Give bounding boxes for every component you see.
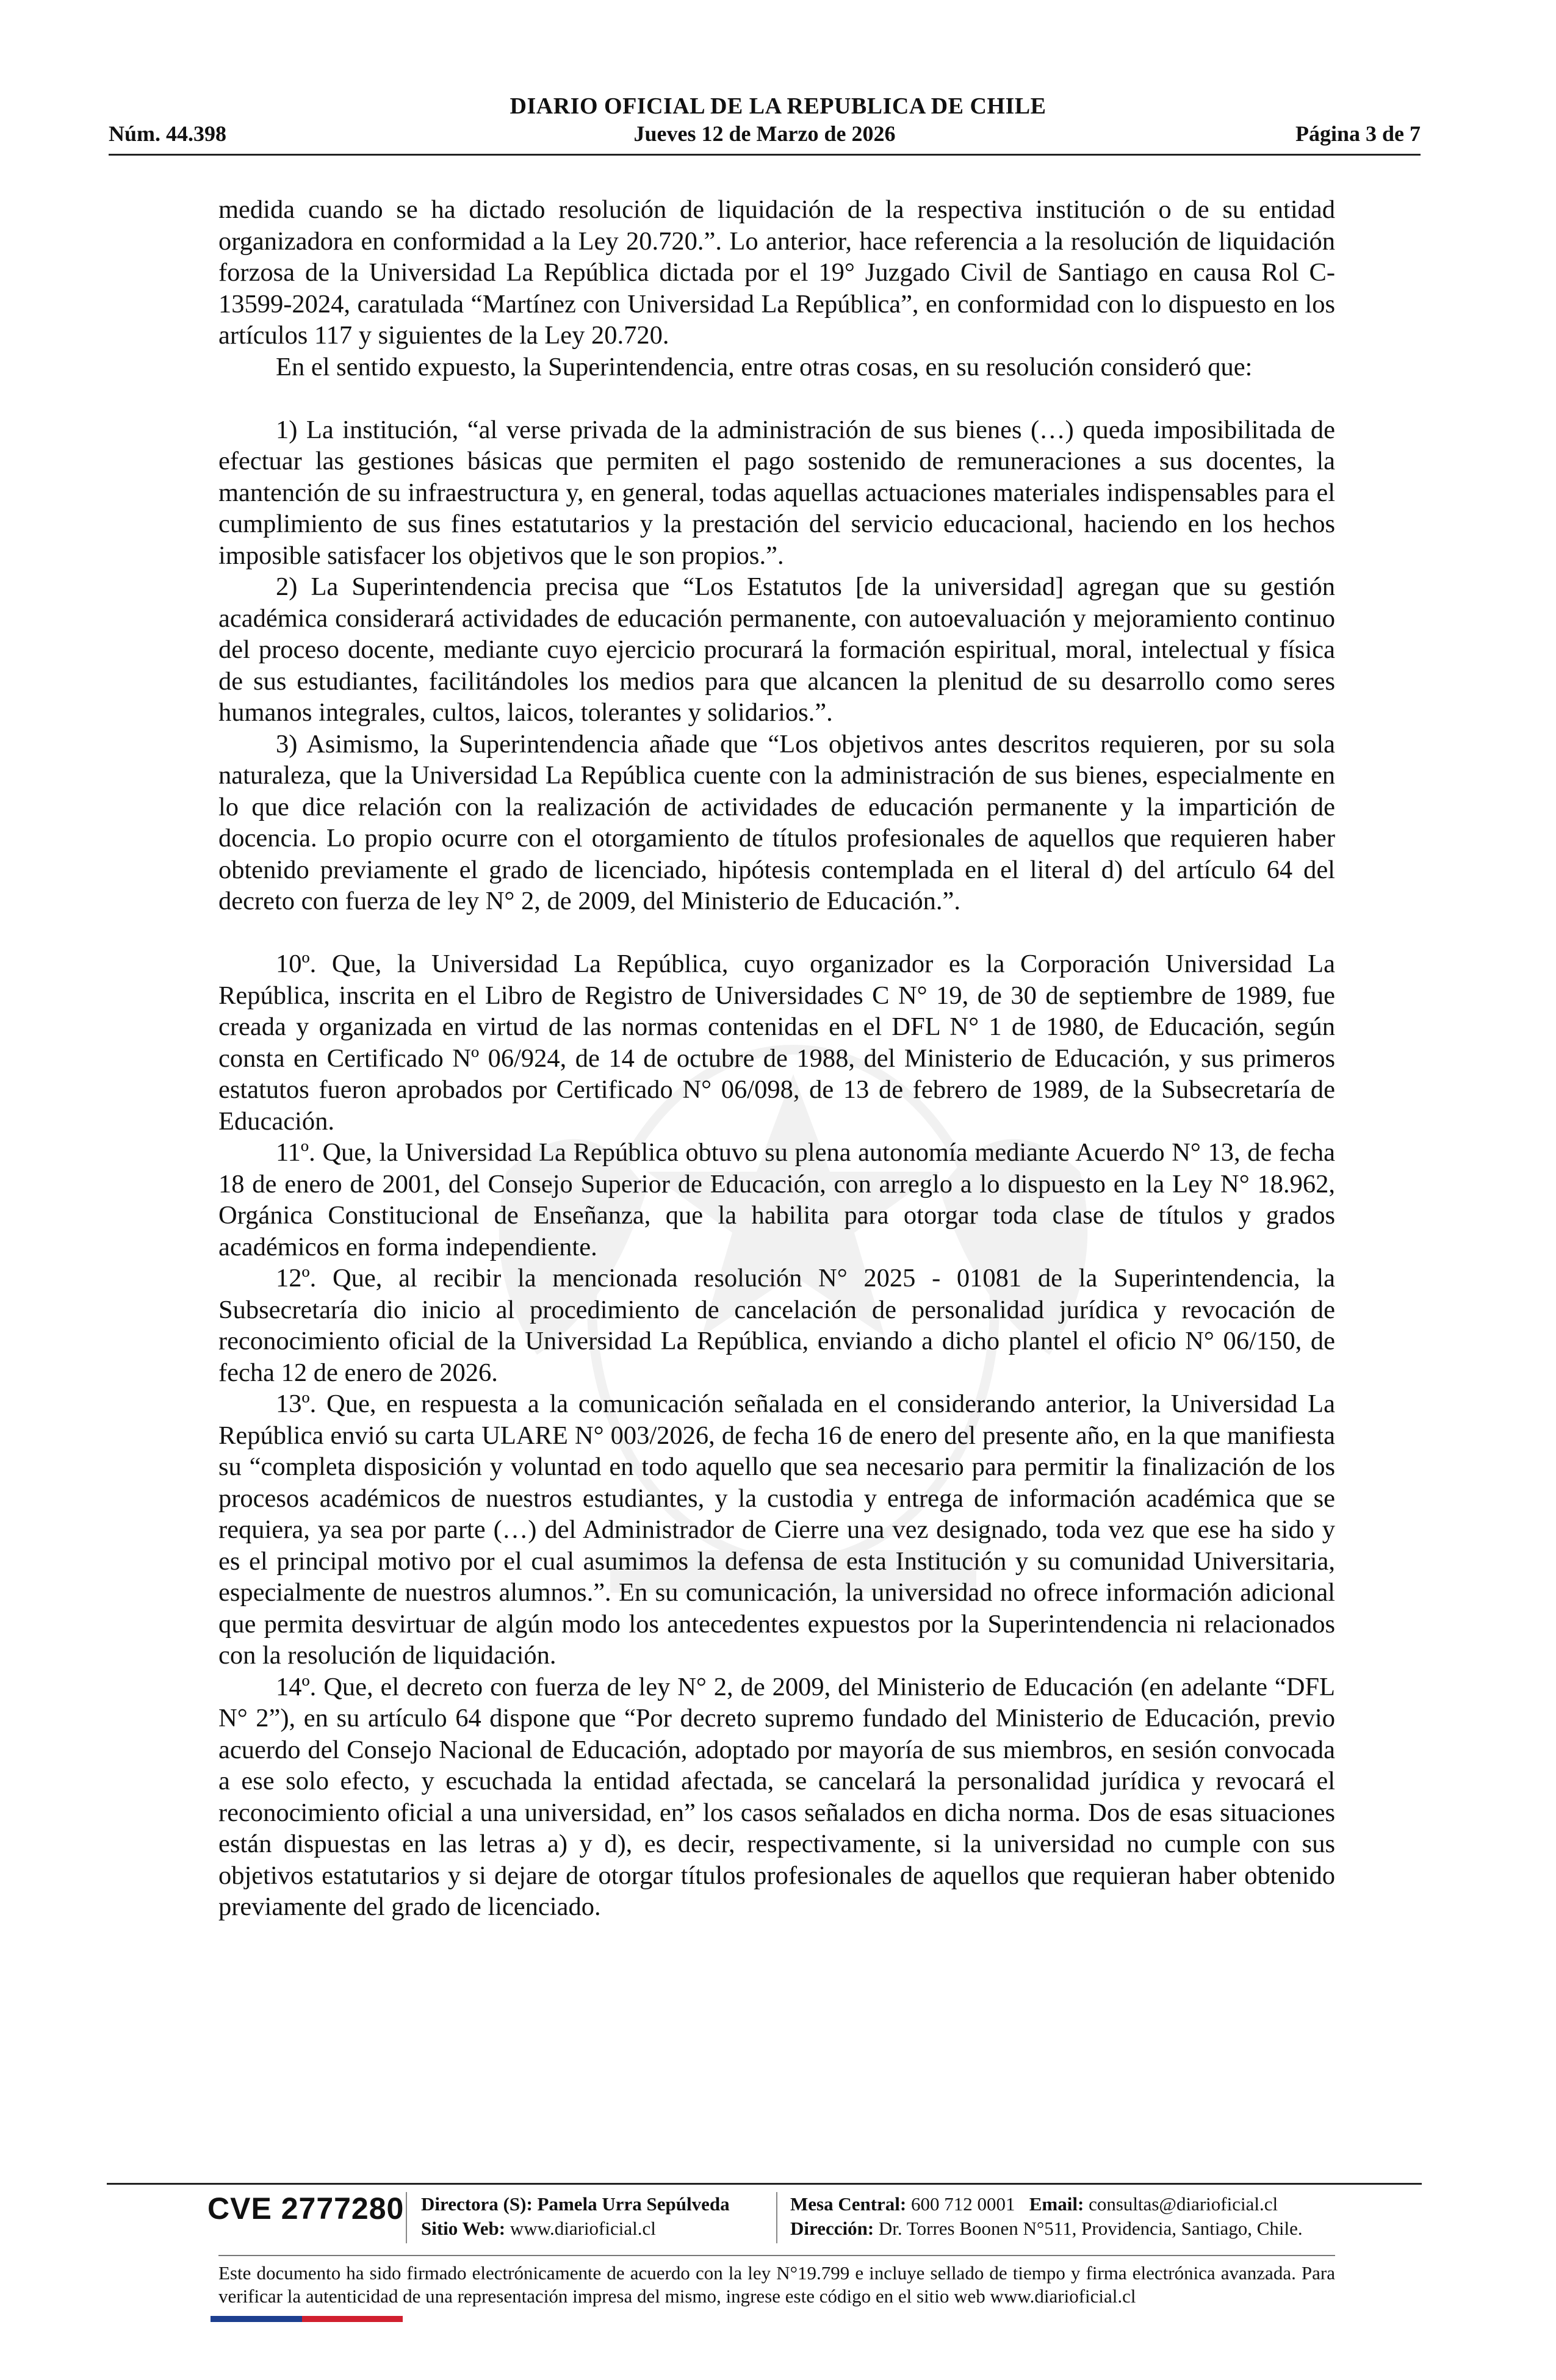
flag-stripe-red <box>302 2316 403 2322</box>
address-label: Dirección: <box>790 2218 874 2239</box>
address-text: Dr. Torres Boonen N°511, Providencia, Santiago, Chile. <box>878 2218 1303 2239</box>
footer-note-divider <box>218 2255 1335 2256</box>
footer-editor-info <box>421 2192 730 2241</box>
paragraph: 11º. Que, la Universidad La República obtuvo su plena autonomía mediante Acuerdo N° 13, de fecha 18 de enero de 2001, del Consejo Superior de Educación, con arreglo a lo dispuesto en la Ley N° 18.962, Orgánica Constitucional de Enseñanza, que la habilita para otorgar toda clase de títulos y grados académicos en forma independiente. <box>218 1138 1335 1261</box>
website-label: Sitio Web: <box>421 2218 506 2239</box>
director-name: Pamela Urra Sepúlveda <box>537 2193 730 2215</box>
paragraph: 10º. Que, la Universidad La República, cuyo organizador es la Corporación Universidad La República, inscrita en el Libro de Registro de Universidades C N° 19, de 30 de septiembre de 1989, fue creada y organizada en virtud de las normas contenidas en el DFL N° 1 de 1980, de Educación, según consta en Certificado Nº 06/924, de 14 de octubre de 1988, del Ministerio de Educación, y sus primeros estatutos fueron aprobados por Certificado N° 06/098, de 13 de febrero de 1989, de la Subsecretaría de Educación. <box>218 950 1335 1136</box>
cve-code: CVE 2777280 <box>207 2191 405 2226</box>
footer-separator <box>406 2192 407 2243</box>
phone-number: 600 712 0001 <box>911 2193 1015 2215</box>
electronic-signature-note: Este documento ha sido firmado electrónicamente de acuerdo con la ley N°19.799 e incluye sellado de tiempo y firma electrónica avanzada. Para verificar la autenticidad de una representación impresa del mismo, ingrese este código en el sitio web www.diarioficial.cl <box>218 2262 1335 2307</box>
website-link[interactable]: www.diarioficial.cl <box>510 2218 656 2239</box>
issue-date: Jueves 12 de Marzo de 2026 <box>633 121 896 146</box>
document-body <box>218 194 1335 1923</box>
footer-separator <box>776 2192 777 2243</box>
email-label: Email: <box>1029 2193 1084 2215</box>
header-divider <box>109 154 1421 156</box>
director-label: Directora (S): <box>421 2193 533 2215</box>
paragraph: 2) La Superintendencia precisa que “Los Estatutos [de la universidad] agregan que su gestión académica considerará actividades de educación permanente, con autoevaluación y mejoramiento continuo del proceso docente, mediante cuyo ejercicio procurará la formación espiritual, moral, intelectual y física de sus estudiantes, facilitándoles los medios para que alcancen la plenitud de su desarrollo como seres humanos integrales, cultos, laicos, tolerantes y solidarios.”. <box>218 572 1335 727</box>
phone-label: Mesa Central: <box>790 2193 907 2215</box>
page-indicator: Página 3 de 7 <box>1295 121 1421 146</box>
footer-contact-info <box>790 2192 1303 2241</box>
email-link[interactable]: consultas@diarioficial.cl <box>1089 2193 1278 2215</box>
paragraph: 3) Asimismo, la Superintendencia añade que “Los objetivos antes descritos requieren, por su sola naturaleza, que la Universidad La República cuente con la administración de sus bienes, especialmente en lo que dice relación con la realización de actividades de educación permanente y la impartición de docencia. Lo propio ocurre con el otorgamiento de títulos profesionales de aquellos que requieren haber obtenido previamente el grado de licenciado, hipótesis contemplada en el literal d) del artículo 64 del decreto con fuerza de ley N° 2, de 2009, del Ministerio de Educación.”. <box>218 729 1335 915</box>
issue-number: Núm. 44.398 <box>109 121 227 146</box>
paragraph: 14º. Que, el decreto con fuerza de ley N° 2, de 2009, del Ministerio de Educación (en adelante “DFL N° 2”), en su artículo 64 dispone que “Por decreto supremo fundado del Ministerio de Educación, previo acuerdo del Consejo Nacional de Educación, adoptado por mayoría de sus miembros, en sesión convocada a ese solo efecto, y escuchada la entidad afectada, se cancelará la personalidad jurídica y revocará el reconocimiento oficial a una universidad, en” los casos señalados en dicha norma. Dos de esas situaciones están dispuestas en las letras a) y d), es decir, respectivamente, si la universidad no cumple con sus objetivos estatutarios y si dejare de otorgar títulos profesionales de aquellos que requieran haber obtenido previamente del grado de licenciado. <box>218 1672 1335 1921</box>
footer-divider <box>107 2183 1422 2185</box>
paragraph: 13º. Que, en respuesta a la comunicación señalada en el considerando anterior, la Universidad La República envió su carta ULARE N° 003/2026, de fecha 16 de enero del presente año, en la que manifiesta su “completa disposición y voluntad en todo aquello que sea necesario para permitir la finalización de los procesos académicos de nuestros estudiantes, y la custodia y entrega de información académica que se requiera, ya sea por parte (…) del Administrador de Cierre una vez designado, toda vez que ese ha sido y es el principal motivo por el cual asumimos la defensa de esta Institución y su comunidad Universitaria, especialmente de nuestros alumnos.”. En su comunicación, la universidad no ofrece información adicional que permita desvirtuar de algún modo los antecedentes expuestos por la Superintendencia ni relacionados con la resolución de liquidación. <box>218 1390 1335 1670</box>
paragraph: En el sentido expuesto, la Superintendencia, entre otras cosas, en su resolución consideró que: <box>276 352 1253 381</box>
paragraph: 12º. Que, al recibir la mencionada resolución N° 2025 - 01081 de la Superintendencia, la Subsecretaría dio inicio al procedimiento de cancelación de personalidad jurídica y revocación de reconocimiento oficial de la Universidad La República, enviando a dicho plantel el oficio N° 06/150, de fecha 12 de enero de 2026. <box>218 1264 1335 1387</box>
paragraph: medida cuando se ha dictado resolución de liquidación de la respectiva institución o de su entidad organizadora en conformidad a la Ley 20.720.”. Lo anterior, hace referencia a la resolución de liquidación forzosa de la Universidad La República dictada por el 19° Juzgado Civil de Santiago en causa Rol C-13599-2024, caratulada “Martínez con Universidad La República”, en conformidad con lo dispuesto en los artículos 117 y siguientes de la Ley 20.720. <box>218 195 1335 350</box>
newspaper-title: DIARIO OFICIAL DE LA REPUBLICA DE CHILE <box>510 93 1046 119</box>
paragraph: 1) La institución, “al verse privada de la administración de sus bienes (…) queda imposibilitada de efectuar las gestiones básicas que permiten el pago sostenido de remuneraciones a sus docentes, la mantención de su infraestructura y, en general, todas aquellas actuaciones materiales indispensables para el cumplimiento de sus fines estatutarios y la prestación del servicio educacional, haciendo en los hechos imposible satisfacer los objetivos que le son propios.”. <box>218 415 1335 570</box>
flag-stripe-blue <box>211 2316 302 2322</box>
